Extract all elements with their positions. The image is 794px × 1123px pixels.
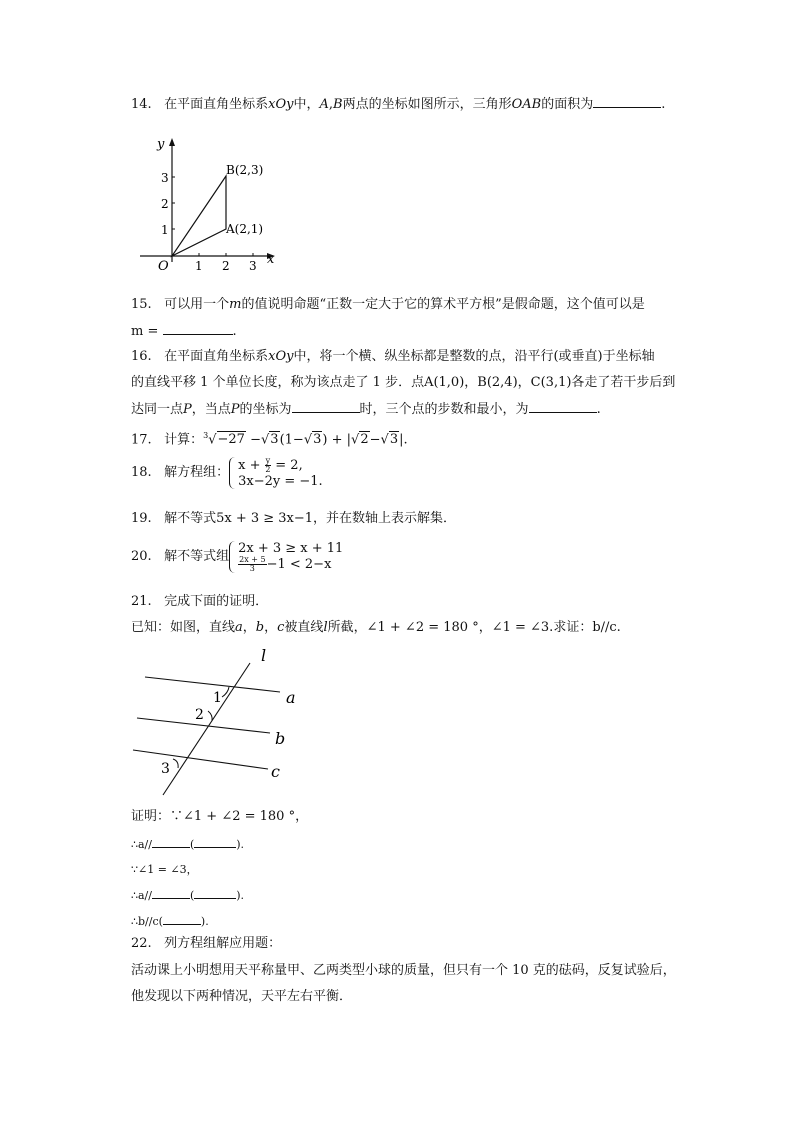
point-b-label: B(2,3)	[226, 163, 264, 177]
question-16-line-1: 16. 在平面直角坐标系xOy中，将一个横、纵坐标都是整数的点，沿平行(或垂直)于坐标轴	[131, 349, 655, 364]
question-number: 16.	[131, 349, 152, 364]
question-number: 18.	[131, 465, 152, 480]
answer-blank[interactable]	[152, 835, 190, 848]
question-22-title: 22. 列方程组解应用题：	[131, 936, 282, 951]
angle-2-label: 2	[195, 707, 204, 723]
answer-blank[interactable]	[529, 400, 597, 413]
equation-system: x + $\frac{y}{2}$ = 2, 3x−2y = −1.	[229, 457, 323, 489]
question-15-line-2: m = .	[131, 324, 237, 339]
question-number: 20.	[131, 549, 152, 564]
y-tick-1: 1	[161, 223, 169, 237]
answer-blank[interactable]	[194, 835, 236, 848]
y-tick-3: 3	[161, 171, 169, 185]
answer-blank[interactable]	[163, 322, 233, 335]
x-tick-1: 1	[195, 259, 203, 273]
y-tick-2: 2	[161, 197, 169, 211]
question-15-line-1: 15. 可以用一个m的值说明命题“正数一定大于它的算术平方根”是假命题，这个值可以是	[131, 297, 645, 312]
angle-1-label: 1	[213, 690, 222, 706]
question-16-line-3: 达同一点P，当点P的坐标为 时，三个点的步数和最小，为 .	[131, 402, 601, 417]
question-17: 17. 计算：$^3$√−27 −√3(1−√3) + |√2−√3|.	[131, 431, 408, 448]
proof-line-4: ∴a// ( ).	[131, 886, 244, 905]
answer-blank[interactable]	[152, 886, 190, 899]
point-a-label: A(2,1)	[226, 222, 264, 236]
question-19: 19. 解不等式5x + 3 ≥ 3x−1，并在数轴上表示解集．	[131, 511, 457, 526]
coordinate-figure	[125, 132, 285, 277]
angle-3-label: 3	[161, 761, 170, 777]
question-18: 18. 解方程组： x + $\frac{y}{2}$ = 2, 3x−2y = −1.	[131, 455, 323, 489]
line-l-label: l	[261, 646, 267, 665]
proof-line-5: ∴b//c( ).	[131, 912, 209, 931]
proof-line-3: ∵∠1 = ∠3，	[131, 863, 198, 876]
answer-blank[interactable]	[593, 95, 661, 108]
proof-line-1: 证明：∵∠1 + ∠2 = 180 °，	[131, 809, 309, 824]
question-number: 15.	[131, 297, 152, 312]
origin-label: O	[158, 259, 169, 274]
answer-blank[interactable]	[163, 912, 201, 925]
question-number: 21.	[131, 594, 152, 609]
answer-blank[interactable]	[194, 886, 236, 899]
question-20: 20. 解不等式组 2x + 3 ≥ x + 11 $\frac{2x + 5}{3}$ −1 < 2−x	[131, 540, 344, 573]
line-b-label: b	[275, 729, 286, 748]
question-21-title: 21. 完成下面的证明．	[131, 594, 269, 609]
x-axis-label: x	[267, 252, 275, 267]
proof-line-2: ∴a// ( ).	[131, 835, 244, 854]
question-21-given: 已知：如图，直线a，b，c被直线l所截，∠1 + ∠2 = 180 °，∠1 = ∠3.求证：b//c.	[131, 620, 621, 635]
x-tick-3: 3	[249, 259, 257, 273]
answer-blank[interactable]	[292, 400, 360, 413]
y-axis-label: y	[157, 137, 165, 152]
question-number: 19.	[131, 511, 152, 526]
question-22-line-2: 他发现以下两种情况，天平左右平衡．	[131, 989, 353, 1004]
question-number: 17.	[131, 432, 152, 448]
question-14: 14. 在平面直角坐标系xOy中，A,B两点的坐标如图所示，三角形OAB的面积为 .	[131, 97, 666, 112]
line-a-label: a	[286, 688, 296, 707]
question-16-line-2: 的直线平移 1 个单位长度，称为该点走了 1 步．点A(1,0)，B(2,4)，C(3,1)各走了若干步后到	[131, 375, 676, 390]
x-tick-2: 2	[222, 259, 230, 273]
line-c-label: c	[271, 762, 280, 781]
question-number: 14.	[131, 97, 152, 112]
question-number: 22.	[131, 936, 152, 951]
question-22-line-1: 活动课上小明想用天平称量甲、乙两类型小球的质量，但只有一个 10 克的砝码，反复试验后，	[131, 963, 676, 978]
inequality-system: 2x + 3 ≥ x + 11 $\frac{2x + 5}{3}$ −1 < 2−x	[229, 541, 343, 573]
parallel-lines-figure	[125, 645, 300, 800]
